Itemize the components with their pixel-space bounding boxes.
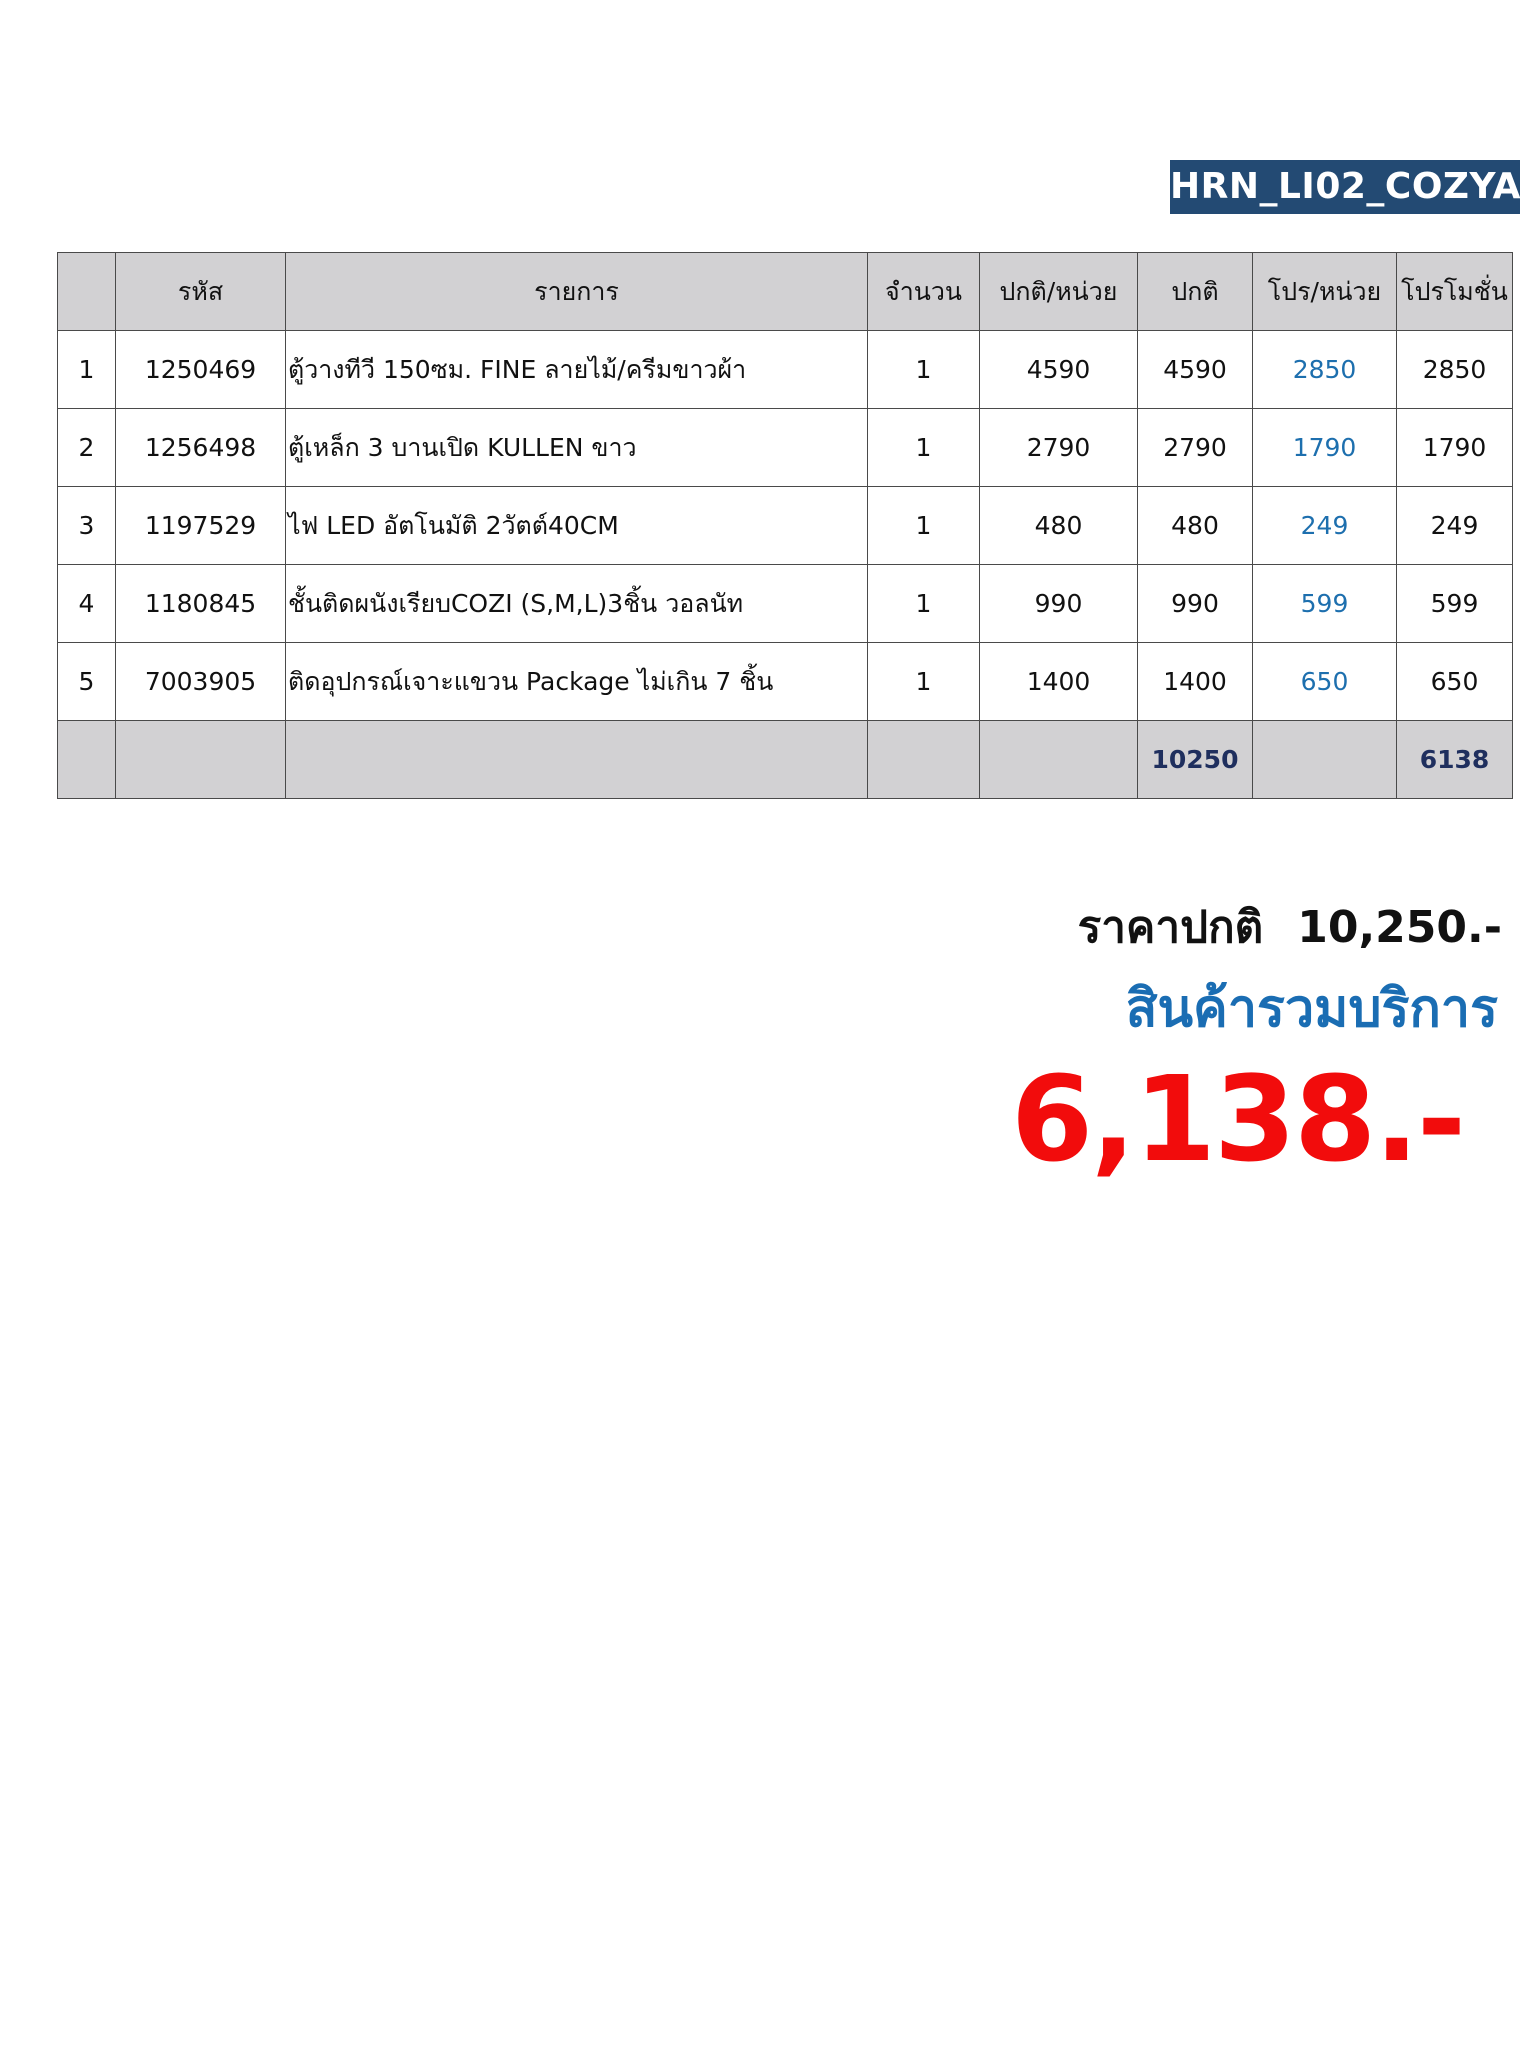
items-table	[57, 252, 1513, 799]
header-normal-price: ปกติ	[1138, 253, 1253, 331]
row-quantity: 1	[868, 643, 980, 721]
header-quantity: จำนวน	[868, 253, 980, 331]
total-empty-cell	[868, 721, 980, 799]
row-code: 7003905	[116, 643, 286, 721]
row-description: ตู้วางทีวี 150ซม. FINE ลายไม้/ครีมขาวผ้า	[286, 331, 868, 409]
total-empty-cell	[980, 721, 1138, 799]
table-total-row	[58, 721, 1513, 799]
row-promotion: 599	[1397, 565, 1513, 643]
row-index: 5	[58, 643, 116, 721]
row-normal-price: 2790	[1138, 409, 1253, 487]
header-promo-unit: โปร/หน่วย	[1253, 253, 1397, 331]
header-unit-price: ปกติ/หน่วย	[980, 253, 1138, 331]
total-empty-cell	[286, 721, 868, 799]
row-code: 1197529	[116, 487, 286, 565]
header-code: รหัส	[116, 253, 286, 331]
row-promo-unit: 249	[1253, 487, 1397, 565]
row-normal-price: 1400	[1138, 643, 1253, 721]
normal-price-summary	[1078, 892, 1502, 962]
row-description: ชั้นติดผนังเรียบCOZI (S,M,L)3ชิ้น วอลนัท	[286, 565, 868, 643]
row-promo-unit: 599	[1253, 565, 1397, 643]
row-description: ตู้เหล็ก 3 บานเปิด KULLEN ขาว	[286, 409, 868, 487]
normal-price-label: ราคาปกติ	[1077, 902, 1264, 953]
row-normal-price: 4590	[1138, 331, 1253, 409]
total-empty-cell	[58, 721, 116, 799]
bundle-price: 6,138.-	[1010, 1050, 1464, 1188]
total-promotion-price: 6138	[1397, 721, 1513, 799]
row-promotion: 1790	[1397, 409, 1513, 487]
total-empty-cell	[116, 721, 286, 799]
row-code: 1250469	[116, 331, 286, 409]
row-index: 4	[58, 565, 116, 643]
header-description: รายการ	[286, 253, 868, 331]
table-row	[58, 643, 1513, 721]
row-normal-price: 480	[1138, 487, 1253, 565]
row-promo-unit: 650	[1253, 643, 1397, 721]
row-description: ไฟ LED อัตโนมัติ 2วัตต์40CM	[286, 487, 868, 565]
row-unit-price: 990	[980, 565, 1138, 643]
row-unit-price: 1400	[980, 643, 1138, 721]
bundle-label: สินค้ารวมบริการ	[1125, 979, 1498, 1039]
row-index: 3	[58, 487, 116, 565]
row-code: 1180845	[116, 565, 286, 643]
table-header-row	[58, 253, 1513, 331]
table-row	[58, 409, 1513, 487]
row-normal-price: 990	[1138, 565, 1253, 643]
normal-price-value: 10,250.-	[1297, 902, 1502, 953]
row-code: 1256498	[116, 409, 286, 487]
row-index: 1	[58, 331, 116, 409]
product-code-badge: HRN_LI02_COZYA	[1170, 160, 1520, 214]
row-quantity: 1	[868, 565, 980, 643]
header-index	[58, 253, 116, 331]
header-promotion: โปรโมชั่น	[1397, 253, 1513, 331]
table-row	[58, 331, 1513, 409]
row-index: 2	[58, 409, 116, 487]
total-normal-price: 10250	[1138, 721, 1253, 799]
row-unit-price: 4590	[980, 331, 1138, 409]
row-promotion: 249	[1397, 487, 1513, 565]
row-quantity: 1	[868, 487, 980, 565]
row-unit-price: 480	[980, 487, 1138, 565]
row-description: ติดอุปกรณ์เจาะแขวน Package ไม่เกิน 7 ชิ้น	[286, 643, 868, 721]
row-unit-price: 2790	[980, 409, 1138, 487]
row-promotion: 650	[1397, 643, 1513, 721]
total-empty-cell	[1253, 721, 1397, 799]
table-row	[58, 565, 1513, 643]
row-promotion: 2850	[1397, 331, 1513, 409]
table-row	[58, 487, 1513, 565]
row-quantity: 1	[868, 331, 980, 409]
row-quantity: 1	[868, 409, 980, 487]
row-promo-unit: 2850	[1253, 331, 1397, 409]
row-promo-unit: 1790	[1253, 409, 1397, 487]
